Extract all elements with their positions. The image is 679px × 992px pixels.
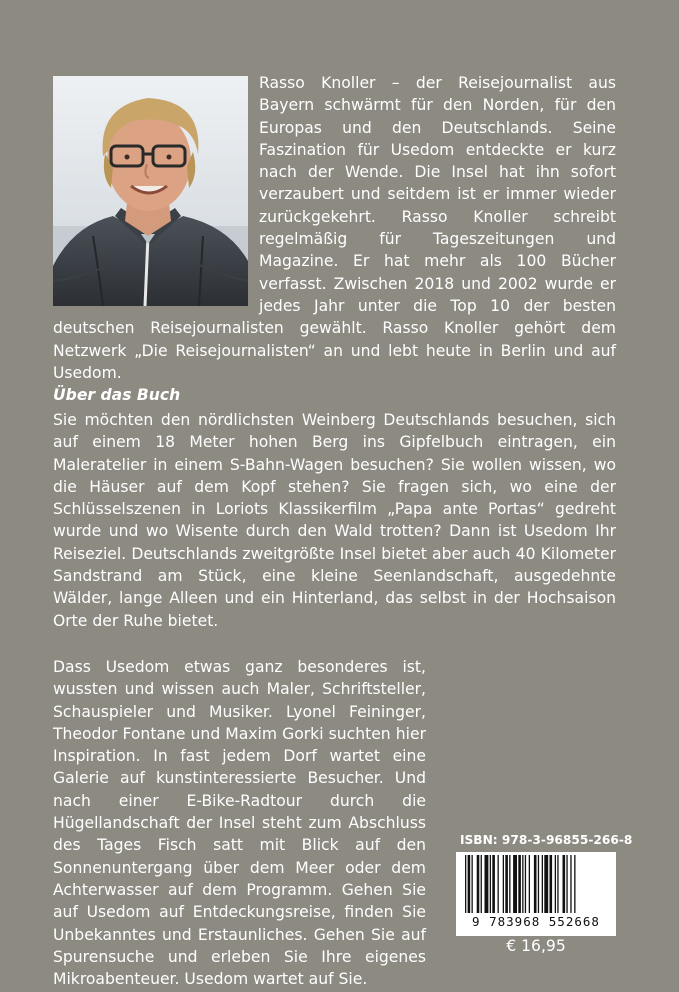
- barcode-bar: [563, 855, 566, 913]
- barcode-bar: [550, 855, 553, 913]
- barcode-bar: [522, 855, 523, 913]
- barcode: [456, 852, 616, 936]
- barcode-bar: [503, 855, 504, 913]
- barcode-bar: [570, 855, 571, 913]
- barcode-bar: [544, 855, 548, 913]
- barcode-bar: [538, 855, 539, 913]
- barcode-bar: [465, 855, 466, 913]
- barcode-bar: [485, 855, 489, 913]
- barcode-bar: [574, 855, 575, 913]
- barcode-bar: [513, 855, 517, 913]
- barcode-bar: [525, 855, 526, 913]
- about-book-heading: Über das Buch: [53, 386, 181, 404]
- barcode-bar: [492, 855, 495, 913]
- barcode-bar: [481, 855, 482, 913]
- barcode-bar: [555, 855, 556, 913]
- author-bio-text: Rasso Knoller – der Reisejournalist aus Bayern schwärmt für den Norden, für den Europas und den Deutschlands. Seine Faszination für Usedom entdeckte er kurz nach der Wende. Die Insel hat ihn sofort verzaubert und seitdem ist er immer wieder zurückgekehrt. Rasso Knoller schreibt regelmäßig für Tageszeitungen und Magazine. Er hat mehr als 100 Bücher verfasst. Zwischen 2018 und 2002 wurde er jedes Jahr unter die Top 10 der besten deutschen Reisejournalisten gewählt. Rasso Knoller gehört dem Netzwerk „Die Reisejournalisten“ an und lebt heute in Berlin und auf Usedom.: [53, 74, 616, 382]
- barcode-bar: [490, 855, 491, 913]
- barcode-bar: [472, 855, 473, 913]
- barcode-bar: [498, 855, 499, 913]
- book-description-paragraph-1: Sie möchten den nördlichsten Weinberg Deutschlands besuchen, sich auf einem 18 Meter hohen Berg ins Gipfelbuch eintragen, ein Maleratelier in einem S-Bahn-Wagen besuchen? Sie wollen wissen, wo die Häuser auf dem Kopf stehen? Sie fragen sich, wo eine der Schlüsselszenen in Loriots Klassikerfilm „Papa ante Portas“ gedreht wurde und wo Wisente durch den Wald trotten? Dann ist Usedom Ihr Reiseziel. Deutschlands zweitgrößte Insel bietet aber auch 40 Kilometer Sandstrand am Stück, eine kleine Seenlandschaft, ausgedehnte Wälder, lange Alleen und ein Hinterland, das selbst in der Hochsaison Orte der Ruhe bietet.: [53, 411, 616, 630]
- barcode-bar: [542, 855, 543, 913]
- photo-spacer: [53, 72, 259, 308]
- barcode-bar: [534, 855, 537, 913]
- isbn-label: ISBN: 978-3-96855-266-8: [460, 833, 633, 847]
- barcode-bar: [468, 855, 471, 913]
- barcode-bar: [518, 855, 521, 913]
- barcode-bar: [566, 855, 567, 913]
- barcode-bar: [557, 855, 558, 913]
- barcode-bar: [477, 855, 480, 913]
- barcode-bar: [509, 855, 510, 913]
- book-description-paragraph-2-text: Dass Usedom etwas ganz besonderes ist, wussten und wissen auch Maler, Schriftsteller, Schauspieler und Musiker. Lyonel Feininger, Theodor Fontane und Maxim Gorki suchten hier Inspiration. In fast jedem Dorf wartet eine Galerie auf kunstinteressierte Besucher. Und nach einer E-Bike-Radtour durch die Hügellandschaft der Insel steht zum Abschluss des Tages Fisch satt mit Blick auf den Sonnenuntergang über dem Meer oder dem Achterwasser auf dem Programm. Gehen Sie auf Usedom auf Entdeckungsreise, finden Sie Unbekanntes und Erstaunliches. Gehen Sie auf Spurensuche und erleben Sie Ihre eigenes Mikroabenteuer. Usedom wartet auf Sie.: [53, 658, 426, 989]
- barcode-bar: [529, 855, 530, 913]
- price: € 16,95: [506, 937, 566, 955]
- barcode-bars: [465, 855, 610, 913]
- barcode-bar: [505, 855, 508, 913]
- barcode-digits: 9 783968 552668: [472, 914, 600, 929]
- author-bio: [53, 72, 616, 384]
